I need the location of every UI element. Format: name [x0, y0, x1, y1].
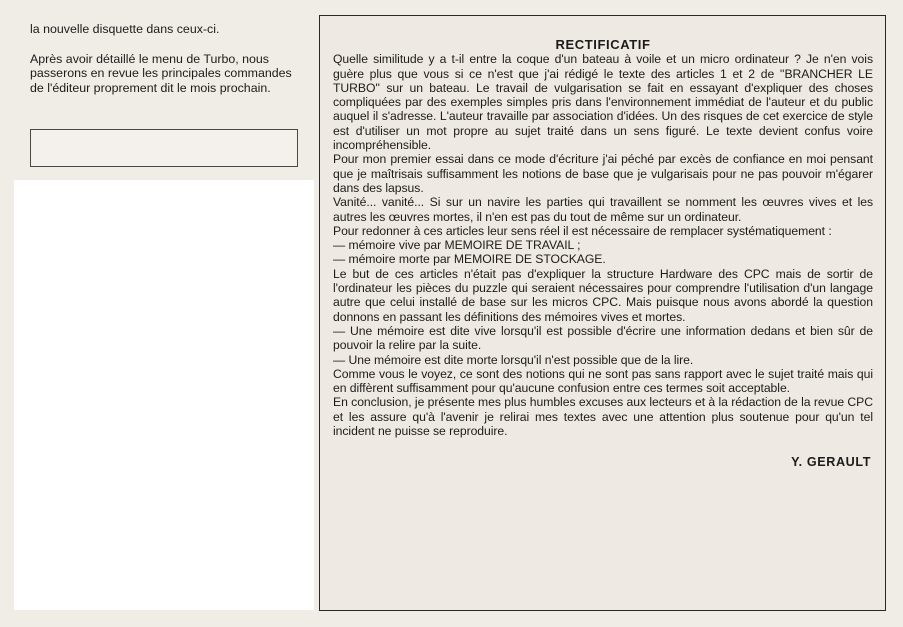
left-column — [30, 22, 300, 111]
rectificatif-title: RECTIFICATIF — [555, 37, 651, 52]
rectificatif-paragraph: Le but de ces articles n'était pas d'expliquer la structure Hardware des CPC mais de sortir de l'ordinateur les pièces du puzzle qui seraient nécessaires pour comprendre l'utilisation d'un langage autre que celui installé de base sur les micros CPC. Mais puisque nous avons abordé la question donnons en passant les définitions des mémoires vives et mortes. — [333, 266, 873, 324]
empty-framed-box — [30, 129, 298, 167]
rectificatif-list-item: — mémoire vive par MEMOIRE DE TRAVAIL ; — [333, 238, 581, 253]
left-paragraph-turbo-menu: Après avoir détaillé le menu de Turbo, nous passerons en revue les principales commandes de l'éditeur proprement dit le mois prochain. — [30, 52, 292, 95]
rectificatif-paragraph: Quelle similitude y a t-il entre la coque d'un bateau à voile et un micro ordinateur ? Je n'en vois guère plus que vous si ce n'est que j'ai rédigé le texte des articles 1 et 2 de ''BRANCHER LE TURBO'' sur un bateau. Le travail de vulgarisation se fait en essayant d'expliquer des choses compliquées par des exemples simples pris dans l'environnement immédiat de l'auteur et du public auquel il s'adresse. L'auteur travaille par association d'idées. Un des risques de cet exercice de style est d'utiliser un mot propre au sujet traité dans un sens figuré. Le texte devient confus voire incompréhensible. — [333, 52, 873, 153]
left-paragraph-continuation: la nouvelle disquette dans ceux-ci. — [30, 22, 220, 36]
rectificatif-paragraph: Vanité... vanité... Si sur un navire les parties qui travaillent se nomment les œuvres vives et les autres les œuvres mortes, il n'en est pas du tout de même sur un ordinateur. — [333, 195, 873, 224]
rectificatif-paragraph: Pour redonner à ces articles leur sens réel il est nécessaire de remplacer systématiquement : — [333, 223, 832, 238]
rectificatif-list-item: — Une mémoire est dite morte lorsqu'il n'est possible que de la lire. — [333, 352, 694, 367]
rectificatif-content — [333, 38, 873, 470]
rectificatif-box — [319, 15, 886, 611]
rectificatif-list-item: — Une mémoire est dite vive lorsqu'il est possible d'écrire une information dedans et bien sûr de pouvoir la relire par la suite. — [333, 323, 873, 353]
author-signature: Y. GERAULT — [791, 455, 871, 470]
rectificatif-paragraph: Pour mon premier essai dans ce mode d'écriture j'ai péché par excès de confiance en moi pensant que je maîtrisais suffisamment les notions de base que je vulgarisais pour ne pas pouvoir m'égarer dans des lapsus. — [333, 152, 873, 195]
rectificatif-paragraph: Comme vous le voyez, ce sont des notions qui ne sont pas sans rapport avec le sujet traité mais qui en diffèrent suffisamment pour qu'aucune confusion entre ces termes soit acceptable. — [333, 366, 873, 396]
rectificatif-list-item: — mémoire morte par MEMOIRE DE STOCKAGE. — [333, 252, 606, 267]
blank-page-area — [14, 180, 314, 610]
rectificatif-paragraph: En conclusion, je présente mes plus humbles excuses aux lecteurs et à la rédaction de la revue CPC et les assure qu'à l'avenir je relirai mes textes avec une attention plus soutenue pour qu'un tel incident ne puisse se reproduire. — [333, 395, 873, 439]
